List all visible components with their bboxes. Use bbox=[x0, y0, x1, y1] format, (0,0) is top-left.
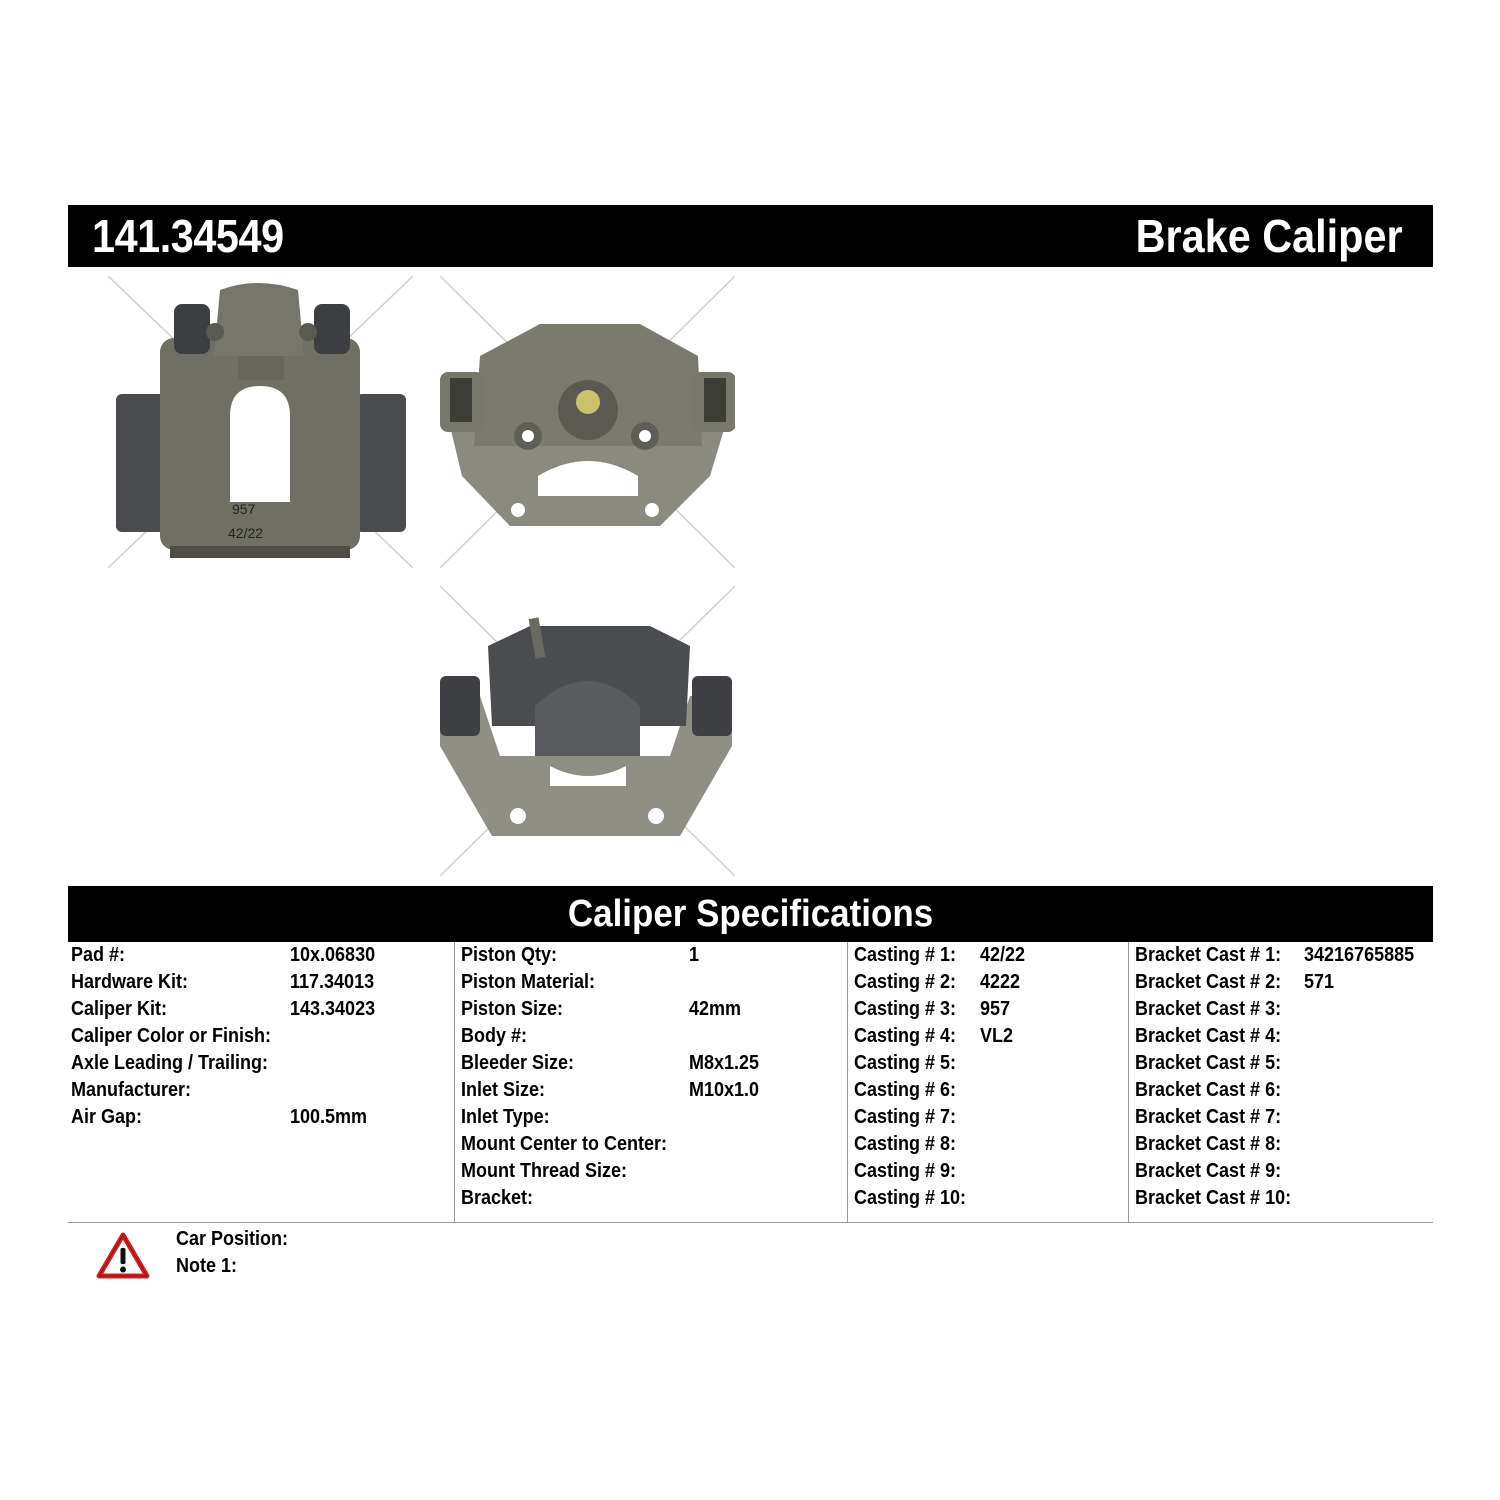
spec-column-casting bbox=[847, 942, 1129, 1222]
spec-label: Bracket Cast # 3: bbox=[1135, 998, 1282, 1020]
spec-label: Bleeder Size: bbox=[461, 1052, 575, 1074]
spec-row-bracket-cast bbox=[1135, 1187, 1440, 1214]
spec-label: Inlet Type: bbox=[461, 1106, 550, 1128]
spec-label: Casting # 8: bbox=[854, 1133, 957, 1155]
spec-row-casting bbox=[854, 998, 1135, 1025]
spec-label: Bracket Cast # 7: bbox=[1135, 1106, 1282, 1128]
spec-row-piston bbox=[461, 971, 854, 998]
spec-row-bracket-cast bbox=[1135, 1025, 1440, 1052]
spec-row-general bbox=[71, 1052, 454, 1079]
spec-row-bracket-cast bbox=[1135, 1160, 1440, 1187]
spec-label: Mount Center to Center: bbox=[461, 1133, 668, 1155]
spec-label: Bracket: bbox=[461, 1187, 534, 1209]
spec-value: 571 bbox=[1304, 971, 1335, 993]
spec-row-casting bbox=[854, 971, 1135, 998]
spec-value: 4222 bbox=[980, 971, 1021, 993]
spec-row-piston bbox=[461, 1025, 854, 1052]
spec-label: Casting # 9: bbox=[854, 1160, 957, 1182]
spec-column-piston bbox=[454, 942, 848, 1222]
spec-label: Body #: bbox=[461, 1025, 528, 1047]
spec-label: Caliper Kit: bbox=[71, 998, 168, 1020]
spec-row-piston bbox=[461, 1133, 854, 1160]
spec-row-bracket-cast bbox=[1135, 971, 1440, 998]
spec-row-piston bbox=[461, 998, 854, 1025]
spec-label: Hardware Kit: bbox=[71, 971, 189, 993]
spec-row-piston bbox=[461, 944, 854, 971]
stamped-4222: 42/22 bbox=[228, 525, 264, 541]
spec-label: Casting # 6: bbox=[854, 1079, 957, 1101]
part-number: 141.34549 bbox=[92, 210, 284, 262]
spec-label: Piston Size: bbox=[461, 998, 564, 1020]
header-bar bbox=[68, 205, 1433, 267]
spec-row-bracket-cast bbox=[1135, 1133, 1440, 1160]
spec-label: Bracket Cast # 4: bbox=[1135, 1025, 1282, 1047]
car-position-label: Car Position: bbox=[176, 1228, 289, 1250]
spec-label: Bracket Cast # 9: bbox=[1135, 1160, 1282, 1182]
spec-row-piston bbox=[461, 1079, 854, 1106]
spec-value: M10x1.0 bbox=[689, 1079, 760, 1101]
spec-label: Casting # 1: bbox=[854, 944, 957, 966]
spec-row-general bbox=[71, 1025, 454, 1052]
spec-column-general bbox=[71, 942, 454, 1222]
spec-value: 1 bbox=[689, 944, 700, 966]
spec-row-casting bbox=[854, 1052, 1135, 1079]
spec-value: 10x.06830 bbox=[290, 944, 376, 966]
spec-row-casting bbox=[854, 1079, 1135, 1106]
spec-label: Casting # 7: bbox=[854, 1106, 957, 1128]
spec-label: Bracket Cast # 1: bbox=[1135, 944, 1282, 966]
spec-row-bracket-cast bbox=[1135, 1079, 1440, 1106]
spec-value: 42/22 bbox=[980, 944, 1026, 966]
spec-label: Bracket Cast # 6: bbox=[1135, 1079, 1282, 1101]
spec-label: Casting # 5: bbox=[854, 1052, 957, 1074]
spec-label: Axle Leading / Trailing: bbox=[71, 1052, 269, 1074]
spec-label: Casting # 2: bbox=[854, 971, 957, 993]
spec-column-bracket-cast bbox=[1128, 942, 1434, 1222]
caliper-photo-angled bbox=[440, 586, 735, 876]
warning-icon bbox=[96, 1232, 150, 1285]
spec-row-piston bbox=[461, 1160, 854, 1187]
note-1-label: Note 1: bbox=[176, 1255, 238, 1277]
spec-label: Bracket Cast # 5: bbox=[1135, 1052, 1282, 1074]
spec-label: Piston Qty: bbox=[461, 944, 558, 966]
spec-row-general bbox=[71, 998, 454, 1025]
spec-row-bracket-cast bbox=[1135, 1052, 1440, 1079]
spec-row-casting bbox=[854, 944, 1135, 971]
spec-row-general bbox=[71, 971, 454, 998]
spec-label: Bracket Cast # 2: bbox=[1135, 971, 1282, 993]
spec-label: Bracket Cast # 10: bbox=[1135, 1187, 1292, 1209]
notes-section bbox=[96, 1228, 696, 1298]
spec-label: Mount Thread Size: bbox=[461, 1160, 628, 1182]
spec-value: 957 bbox=[980, 998, 1011, 1020]
spec-row-casting bbox=[854, 1106, 1135, 1133]
spec-row-casting bbox=[854, 1160, 1135, 1187]
spec-row-casting bbox=[854, 1133, 1135, 1160]
spec-value: 42mm bbox=[689, 998, 742, 1020]
spec-row-piston bbox=[461, 1052, 854, 1079]
spec-row-bracket-cast bbox=[1135, 1106, 1440, 1133]
spec-row-piston bbox=[461, 1106, 854, 1133]
spec-value: 34216765885 bbox=[1304, 944, 1415, 966]
spec-value: M8x1.25 bbox=[689, 1052, 760, 1074]
spec-row-general bbox=[71, 1079, 454, 1106]
spec-row-general bbox=[71, 944, 454, 971]
spec-label: Inlet Size: bbox=[461, 1079, 546, 1101]
caliper-photo-front bbox=[440, 276, 735, 568]
spec-row-general bbox=[71, 1106, 454, 1133]
spec-label: Manufacturer: bbox=[71, 1079, 192, 1101]
specifications-title: Caliper Specifications bbox=[567, 893, 934, 935]
spec-label: Casting # 10: bbox=[854, 1187, 967, 1209]
spec-row-bracket-cast bbox=[1135, 998, 1440, 1025]
stamped-957: 957 bbox=[232, 501, 256, 517]
caliper-photo-back bbox=[108, 276, 413, 568]
spec-row-casting bbox=[854, 1025, 1135, 1052]
spec-label: Pad #: bbox=[71, 944, 126, 966]
spec-label: Casting # 3: bbox=[854, 998, 957, 1020]
spec-value: VL2 bbox=[980, 1025, 1014, 1047]
spec-value: 117.34013 bbox=[290, 971, 375, 993]
specifications-table bbox=[68, 942, 1433, 1223]
spec-label: Piston Material: bbox=[461, 971, 596, 993]
spec-row-piston bbox=[461, 1187, 854, 1214]
spec-label: Bracket Cast # 8: bbox=[1135, 1133, 1282, 1155]
product-type: Brake Caliper bbox=[1136, 210, 1403, 262]
spec-value: 143.34023 bbox=[290, 998, 376, 1020]
spec-row-casting bbox=[854, 1187, 1135, 1214]
spec-label: Caliper Color or Finish: bbox=[71, 1025, 272, 1047]
spec-label: Air Gap: bbox=[71, 1106, 143, 1128]
spec-row-bracket-cast bbox=[1135, 944, 1440, 971]
specifications-bar bbox=[68, 886, 1433, 942]
spec-label: Casting # 4: bbox=[854, 1025, 957, 1047]
spec-value: 100.5mm bbox=[290, 1106, 368, 1128]
